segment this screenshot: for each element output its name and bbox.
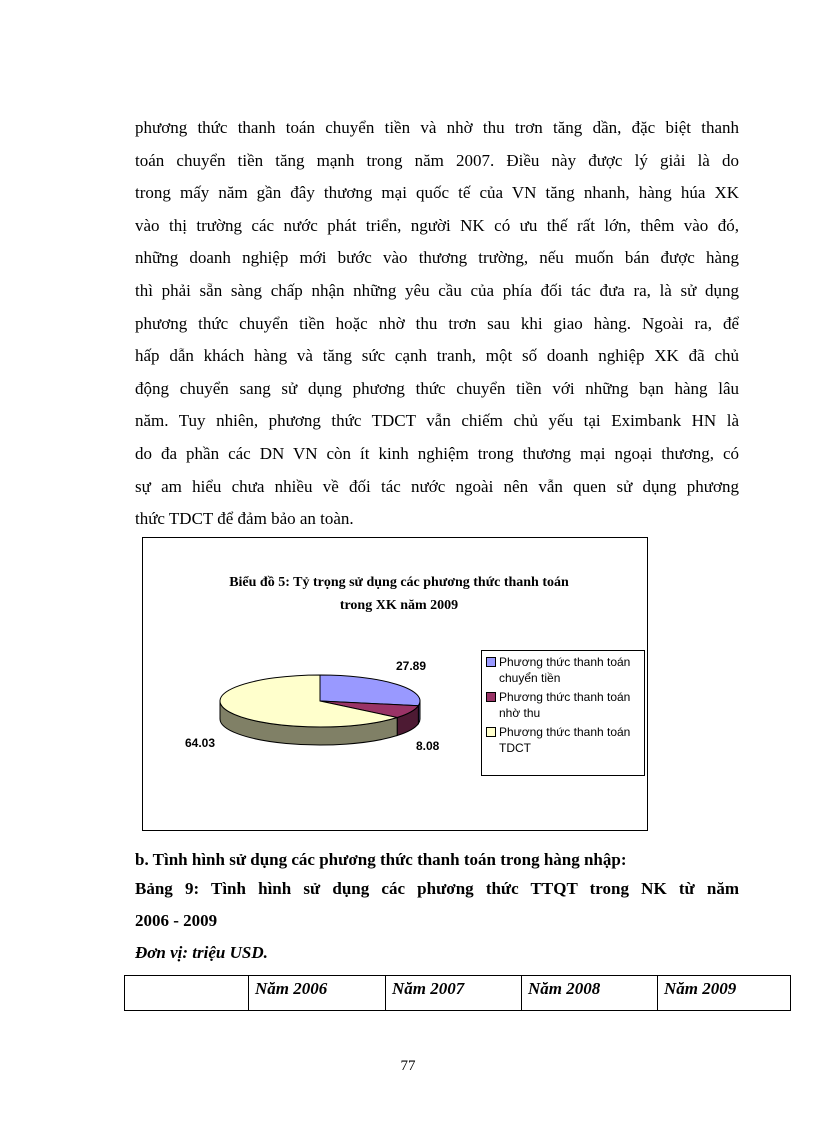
table-header-cell: Năm 2009 <box>658 976 791 1011</box>
table-header-cell: Năm 2008 <box>522 976 658 1011</box>
legend-item <box>486 724 642 756</box>
chart-title-line-2: trong XK năm 2009 <box>339 598 459 613</box>
legend-label: Phương thức thanh toán <box>499 725 631 739</box>
pie-chart <box>142 537 648 831</box>
table-title: Bảng 9: Tình hình sử dụng các phương thức TTQT trong NK từ năm <box>135 879 739 898</box>
data-label-chuyen-tien: 27.89 <box>396 659 427 673</box>
table-header-cell: Năm 2007 <box>386 976 522 1011</box>
paragraph-line: động chuyển sang sử dụng phương thức chuyển tiền với những bạn hàng lâu <box>135 378 739 398</box>
chart-title-line-1: Biểu đồ 5: Tỷ trọng sử dụng các phương thức thanh toán <box>229 575 569 590</box>
data-label-tdct: 64.03 <box>185 736 216 750</box>
paragraph-line: do đa phần các DN VN còn ít kinh nghiệm trong thương mại ngoại thương, có <box>135 443 739 463</box>
paragraph-line: sự am hiểu chưa nhiều về đối tác nước ngoài nên vẫn quen sử dụng phương <box>135 476 739 496</box>
paragraph-line: phương thức chuyển tiền hoặc nhờ thu trơn sau khi giao hàng. Ngoài ra, để <box>135 313 739 333</box>
legend-label: Phương thức thanh toán <box>499 655 631 669</box>
paragraph-line: những doanh nghiệp mới bước vào thương trường, nếu muốn bán được hàng <box>135 248 739 268</box>
legend-swatch <box>486 727 496 737</box>
legend-swatch <box>486 657 496 667</box>
table-title-years: 2006 - 2009 <box>135 911 218 930</box>
legend-label: chuyển tiền <box>499 671 561 685</box>
paragraph-line: vào thị trường các nước phát triển, người NK có ưu thế rất lớn, thêm vào đó, <box>135 215 739 235</box>
legend-item <box>486 689 642 721</box>
pie-slice-chuyen-tien <box>320 675 420 706</box>
chart-legend <box>481 650 645 776</box>
body-paragraph <box>135 112 739 536</box>
page-number: 77 <box>400 1058 416 1074</box>
paragraph-line: trong mấy năm gần đây thương mại quốc tế của VN tăng nhanh, hàng húa XK <box>135 183 739 203</box>
paragraph-line: phương thức thanh toán chuyển tiền và nhờ thu trơn tăng dần, đặc biệt thanh <box>135 118 739 137</box>
paragraph-line: thì phải sẵn sàng chấp nhận những yêu cầu của phía đối tác đưa ra, là sử dụng <box>135 280 739 300</box>
unit-label: Đơn vị: triệu USD. <box>135 943 268 962</box>
section-heading: b. Tình hình sử dụng các phương thức thanh toán trong hàng nhập: <box>135 850 627 869</box>
paragraph-line: thức TDCT để đảm bảo an toàn. <box>135 509 354 529</box>
table-header-cell: Năm 2006 <box>249 976 386 1011</box>
table-header-row <box>125 976 791 1011</box>
legend-item <box>486 654 642 686</box>
table-header-cell <box>125 976 249 1011</box>
paragraph-line: hấp dẫn khách hàng và tăng sức cạnh tranh, một số doanh nghiệp XK đã chủ <box>135 346 739 366</box>
paragraph-line: toán chuyển tiền tăng mạnh trong năm 2007. Điều này được lý giải là do <box>135 150 739 170</box>
import-payment-table <box>124 975 791 1011</box>
legend-label: nhờ thu <box>499 706 541 720</box>
paragraph-line: năm. Tuy nhiên, phương thức TDCT vẫn chiếm chủ yếu tại Eximbank HN là <box>135 411 739 431</box>
data-label-nho-thu: 8.08 <box>416 739 440 753</box>
legend-swatch <box>486 692 496 702</box>
legend-label: Phương thức thanh toán <box>499 690 631 704</box>
legend-label: TDCT <box>499 741 531 755</box>
